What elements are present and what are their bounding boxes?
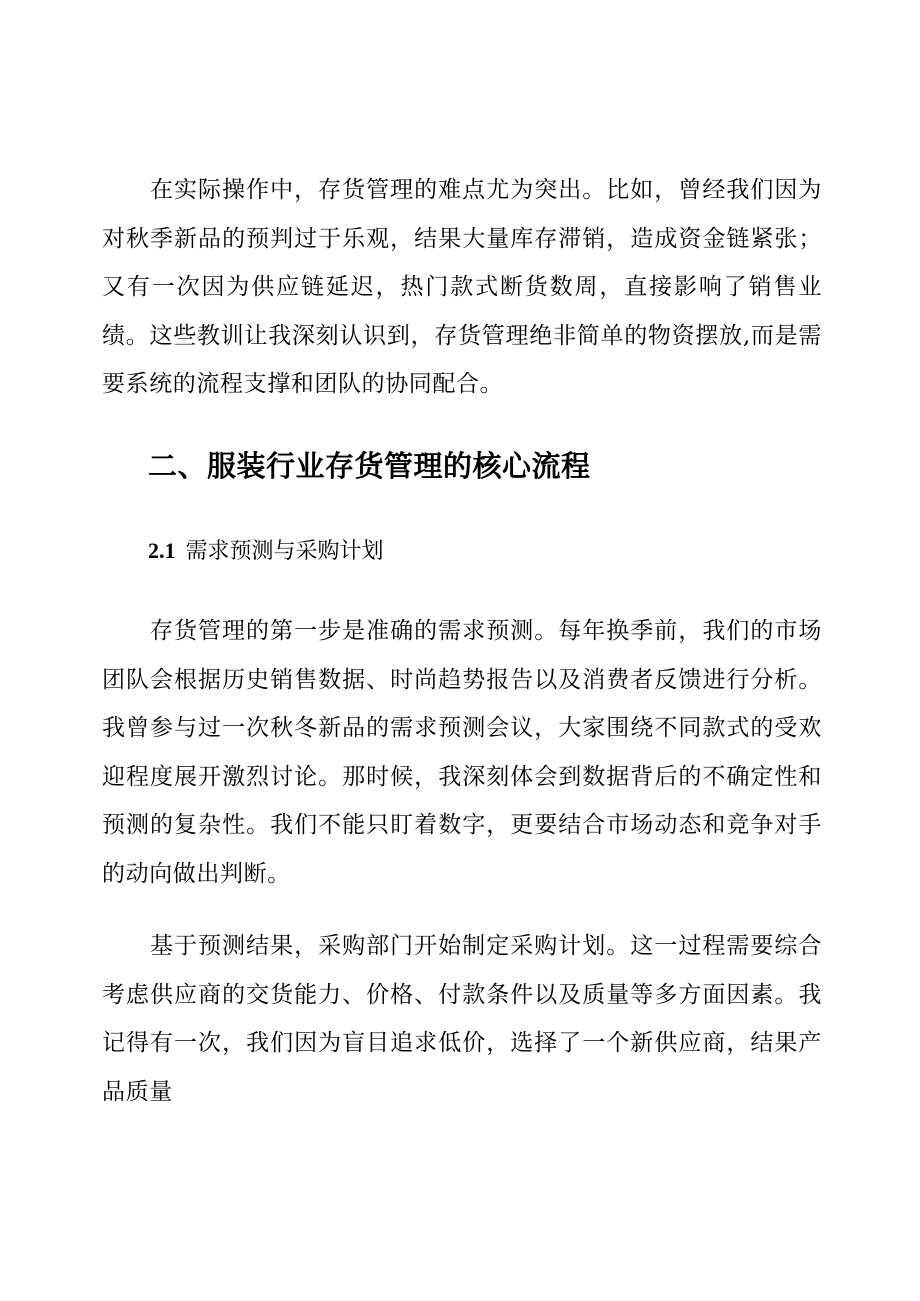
subsection-heading <box>148 534 384 569</box>
section-heading: 二、服装行业存货管理的核心流程 <box>148 449 591 483</box>
body-paragraph-demand-forecast: 存货管理的第一步是准确的需求预测。每年换季前，我们的市场团队会根据历史销售数据、时尚趋势报告以及消费者反馈进行分析。我曾参与过一次秋冬新品的需求预测会议，大家围绕不同款式的受欢迎程度展开激烈讨论。那时候，我深刻体会到数据背后的不确定性和预测的复杂性。我们不能只盯着数字，更要结合市场动态和竞争对手的动向做出判断。 <box>102 618 822 887</box>
body-paragraph-inventory-difficulties: 在实际操作中，存货管理的难点尤为突出。比如，曾经我们因为对秋季新品的预判过于乐观，结果大量库存滞销，造成资金链紧张；又有一次因为供应链延迟，热门款式断货数周，直接影响了销售业绩。这些教训让我深刻认识到，存货管理绝非简单的物资摆放,而是需要系统的流程支撑和团队的协同配合。 <box>102 177 822 397</box>
subsection-title: 需求预测与采购计划 <box>185 539 384 564</box>
body-paragraph-procurement-plan: 基于预测结果，采购部门开始制定采购计划。这一过程需要综合考虑供应商的交货能力、价格、付款条件以及质量等多方面因素。我记得有一次，我们因为盲目追求低价，选择了一个新供应商，结果产品质量 <box>102 933 822 1105</box>
subsection-number: 2.1 <box>148 538 176 563</box>
